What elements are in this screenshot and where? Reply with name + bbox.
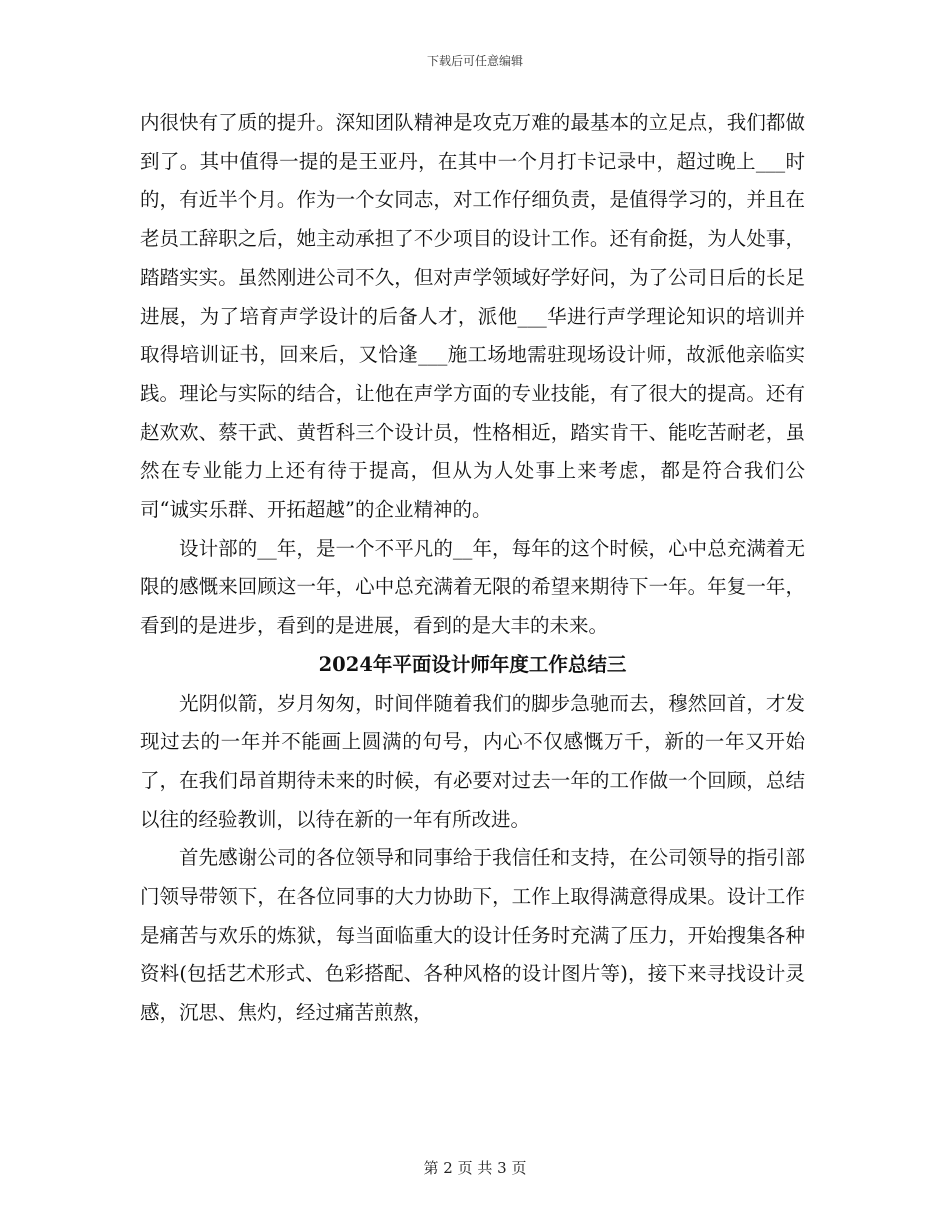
paragraph-time-flies: 光阴似箭，岁月匆匆，时间伴随着我们的脚步急驰而去，穆然回首，才发现过去的一年并不能画上圆满的句号，内心不仅感慨万千，新的一年又开始了，在我们昂首期待未来的时候，有必要对过去一年的工作做一个回顾，总结以往的经验教训，以待在新的一年有所改进。 — [140, 691, 805, 831]
paragraph-team-members: 内很快有了质的提升。深知团队精神是攻克万难的最基本的立足点，我们都做到了。其中值得一提的是王亚丹，在其中一个月打卡记录中，超过晚上___时的，有近半个月。作为一个女同志，对工作仔细负责，是值得学习的，并且在老员工辞职之后，她主动承担了不少项目的设计工作。还有俞挺，为人处事，踏踏实实。虽然刚进公司不久，但对声学领域好学好问，为了公司日后的长足进展，为了培育声学设计的后备人才，派他___华进行声学理论知识的培训并取得培训证书，回来后，又恰逢___施工场地需驻现场设计师，故派他亲临实践。理论与实际的结合，让他在声学方面的专业技能，有了很大的提高。还有赵欢欢、蔡干武、黄哲科三个设计员，性格相近，踏实肯干、能吃苦耐老，虽然在专业能力上还有待于提高，但从为人处事上来考虑，都是符合我们公司“诚实乐群、开拓超越”的企业精神的。 — [140, 111, 805, 522]
paragraph-year-review: 设计部的__年，是一个不平凡的__年，每年的这个时候，心中总充满着无限的感慨来回顾这一年，心中总充满着无限的希望来期待下一年。年复一年，看到的是进步，看到的是进展，看到的是大丰的未来。 — [140, 536, 805, 638]
document-body — [140, 104, 805, 1033]
paragraph-thanks: 首先感谢公司的各位领导和同事给于我信任和支持，在公司领导的指引部门领导带领下，在各位同事的大力协助下，工作上取得满意得成果。设计工作是痛苦与欢乐的炼狱，每当面临重大的设计任务时充满了压力，开始搜集各种资料(包括艺术形式、色彩搭配、各种风格的设计图片等)，接下来寻找设计灵感，沉思、焦灼，经过痛苦煎熬， — [140, 846, 805, 1025]
page-header-note: 下载后可任意编辑 — [426, 54, 523, 68]
section-title: 2024年平面设计师年度工作总结三 — [318, 652, 627, 676]
page-number: 第 2 页 共 3 页 — [423, 1159, 527, 1177]
